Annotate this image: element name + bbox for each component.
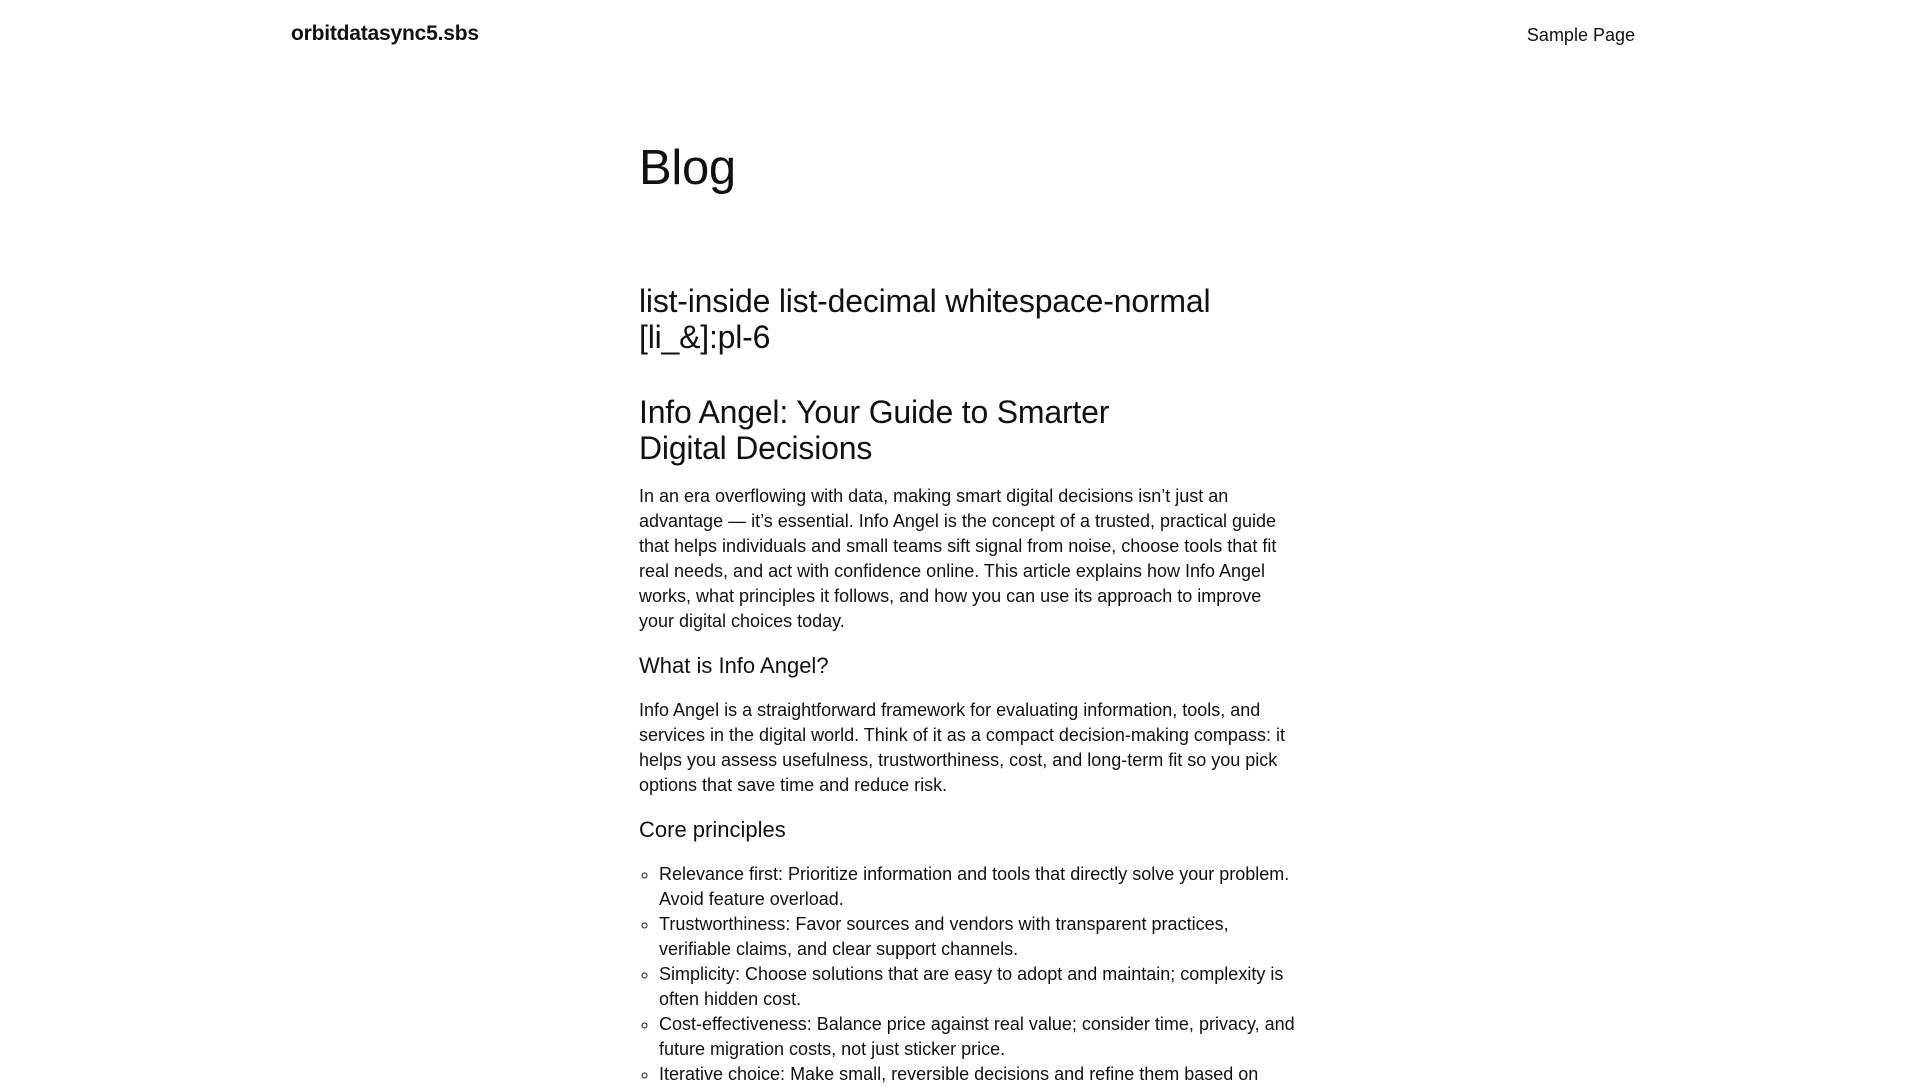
site-header <box>0 0 1920 70</box>
post-title[interactable]: list-inside list-decimal whitespace-normal [li_&]:pl-6 <box>639 283 1211 355</box>
nav-link-sample-page[interactable]: Sample Page <box>1526 25 1635 45</box>
list-item: ◦ Cost-effectiveness: Balance price against real value; consider time, privacy, and future migration costs, not just sticker price. <box>659 1012 1299 1062</box>
site-title-link[interactable]: orbitdatasync5.sbs <box>291 22 479 45</box>
what-is-paragraph: Info Angel is a straightforward framework for evaluating information, tools, and services in the digital world. Think of it as a compact decision-making compass: it helps you assess usefulness, trustworthiness, cost, and long-term fit so you pick options that save time and reduce risk. <box>639 700 1285 795</box>
post-content <box>639 394 1299 1087</box>
list-item: ◦ Iterative choice: Make small, reversible decisions and refine them based on <box>659 1062 1299 1087</box>
intro-paragraph: In an era overflowing with data, making smart digital decisions isn’t just an advantage — it’s essential. Info Angel is the concept of a trusted, practical guide that helps individuals and small teams sift signal from noise, choose tools that fit real needs, and act with confidence online. This article explains how Info Angel works, what principles it follows, and how you can use its approach to improve your digital choices today. <box>639 486 1277 631</box>
article-heading: Info Angel: Your Guide to Smarter Digital Decisions <box>639 394 1110 466</box>
section-heading-core-principles: Core principles <box>639 817 786 842</box>
section-heading-what-is: What is Info Angel? <box>639 653 829 678</box>
principles-list <box>639 862 1299 1087</box>
list-item: ◦ Simplicity: Choose solutions that are easy to adopt and maintain; complexity is often hidden cost. <box>659 962 1299 1012</box>
page-title: Blog <box>639 141 736 195</box>
list-item: ◦ Trustworthiness: Favor sources and vendors with transparent practices, verifiable claims, and clear support channels. <box>659 912 1299 962</box>
list-item: ◦ Relevance first: Prioritize information and tools that directly solve your problem. Avoid feature overload. <box>659 862 1299 912</box>
